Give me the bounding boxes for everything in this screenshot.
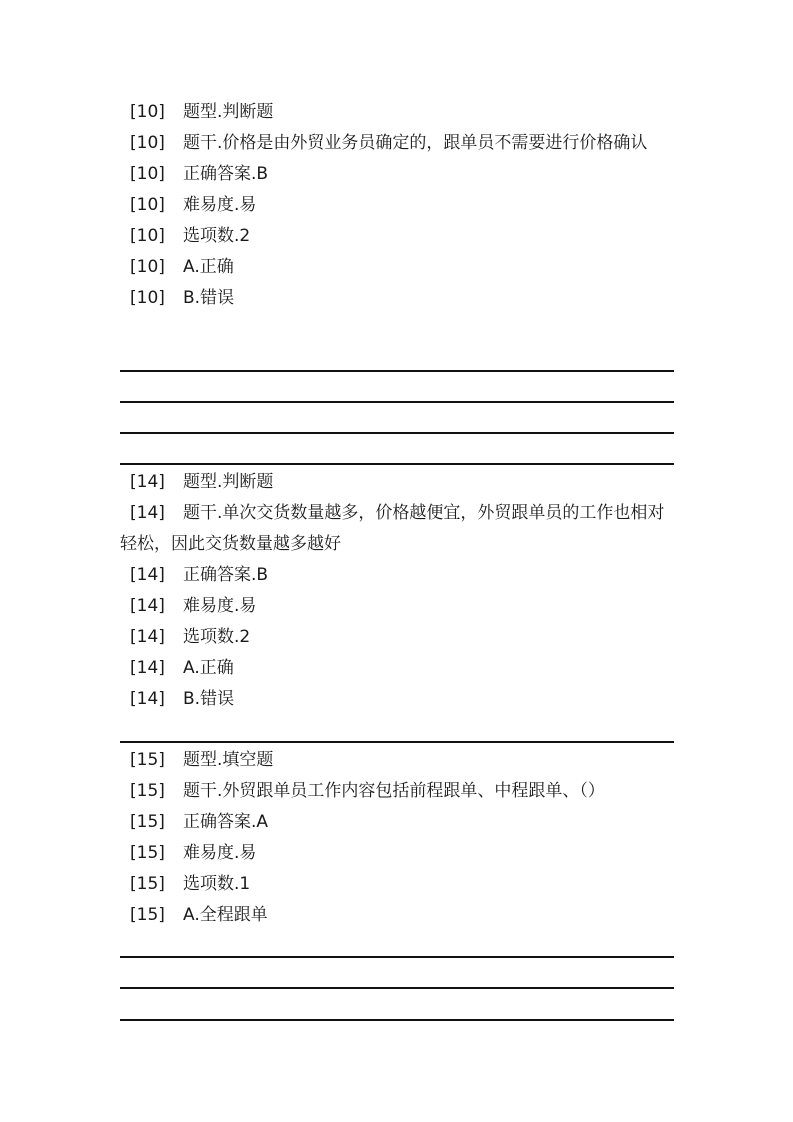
question-type-line [120,467,680,498]
question-block-14 [120,467,680,715]
question-type: 题型.填空题 [183,750,274,770]
question-block-15 [120,745,680,931]
question-difficulty: 难易度.易 [183,843,257,863]
question-stem: 题干.外贸跟单员工作内容包括前程跟单、中程跟单、（） [183,781,605,801]
table-rule [120,1019,674,1021]
table-rule [120,463,674,465]
question-id: [10] [130,102,165,122]
question-stem-line [120,128,668,159]
question-id: [15] [130,812,165,832]
question-option-count-line [120,869,680,900]
table-rule [120,432,674,434]
table-rule [120,370,674,372]
question-id: [10] [130,164,165,184]
question-id: [10] [130,257,165,277]
question-answer-line [120,807,680,838]
question-option-line [120,684,680,715]
question-block-10 [120,97,680,314]
question-option-count: 选项数.1 [183,874,251,894]
question-option-b: B.错误 [183,288,235,308]
question-option-a: A.正确 [183,257,234,277]
question-stem: 题干.价格是由外贸业务员确定的，跟单员不需要进行价格确认 [183,133,648,153]
question-id: [10] [130,288,165,308]
question-option-count-line [120,221,680,252]
question-id: [14] [130,565,165,585]
question-id: [15] [130,874,165,894]
question-difficulty: 难易度.易 [183,195,257,215]
question-id: [14] [130,596,165,616]
question-id: [14] [130,689,165,709]
table-rule [120,401,674,403]
question-difficulty-line [120,591,680,622]
question-option-count-line [120,622,680,653]
question-option-line [120,653,680,684]
question-option-count: 选项数.2 [183,627,251,647]
question-difficulty-line [120,190,680,221]
question-stem-line [120,498,665,560]
question-answer: 正确答案.B [183,164,269,184]
question-option-b: B.错误 [183,689,235,709]
question-difficulty-line [120,838,680,869]
question-id: [14] [130,627,165,647]
table-rule [120,987,674,989]
question-id: [14] [130,472,165,492]
question-option-line [120,283,680,314]
table-rule [120,741,674,743]
table-rule [120,956,674,958]
question-option-line [120,252,680,283]
question-stem-line [120,776,680,807]
question-type: 题型.判断题 [183,102,274,122]
question-id: [10] [130,226,165,246]
question-id: [10] [130,133,165,153]
question-answer: 正确答案.B [183,565,269,585]
question-answer: 正确答案.A [183,812,269,832]
question-id: [15] [130,843,165,863]
question-type-line [120,745,680,776]
question-id: [14] [130,503,165,523]
question-difficulty: 难易度.易 [183,596,257,616]
question-id: [15] [130,905,165,925]
question-id: [15] [130,750,165,770]
question-type: 题型.判断题 [183,472,274,492]
question-type-line [120,97,680,128]
question-id: [15] [130,781,165,801]
question-answer-line [120,159,680,190]
question-option-a: A.全程跟单 [183,905,268,925]
question-option-a: A.正确 [183,658,234,678]
question-option-line [120,900,680,931]
question-stem: 题干.单次交货数量越多，价格越便宜，外贸跟单员的工作也相对轻松，因此交货数量越多越好 [120,503,665,554]
question-id: [14] [130,658,165,678]
question-option-count: 选项数.2 [183,226,251,246]
question-answer-line [120,560,680,591]
question-id: [10] [130,195,165,215]
